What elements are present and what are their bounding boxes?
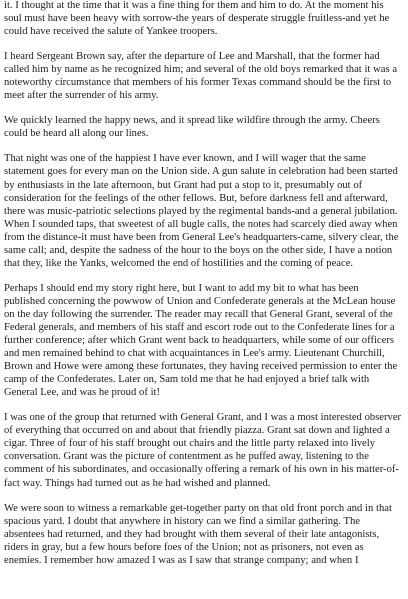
document-body (4, 0, 402, 567)
paragraph-2: I heard Sergeant Brown say, after the departure of Lee and Marshall, that the former had called him by name as he recognized him; and several of the old boys remarked that it was a noteworthy circumstance that members of his former Texas command should be the first to meet after the surrender of his army. (4, 51, 398, 102)
paragraph-4: That night was one of the happiest I have ever known, and I will wager that the same statement goes for every man on the Union side. A gun salute in celebration had been started by enthusiasts in the late afternoon, but Grant had put a stop to it, presumably out of consideration for the feelings of the other fellows. But, before darkness fell and afterward, there was music-patriotic selections played by the regimental bands-and a general jubilation. When I sounded taps, that sweetest of all bugle calls, the notes had scarcely died away when from the distance-it must have been from General Lee's headquarters-came, silvery clear, the same call; and, despite the sadness of the hour to the boys on the other side, I have a notion that they, like the Yanks, welcomed the end of hostilities and the coming of peace. (4, 153, 399, 269)
paragraph-6: I was one of the group that returned with General Grant, and I was a most interested observer of everything that occurred on and about that friendly piazza. Grant sat down and lighted a cigar. Three of four of his staff brought out chairs and the little party relaxed into lively conversation. Grant was the picture of contentment as he puffed away, listening to the comment of his subordinates, and occasionally offering a remark of his own in his matter-of-fact way. Things had turned out as he had wished and planned. (4, 412, 402, 489)
paragraph-7: We were soon to witness a remarkable get-together party on that old front porch and in that spacious yard. I doubt that anywhere in history can we find a similar gathering. The absentees had returned, and they had brought with them several of their late antagonists, riders in gray, but a few hours before foes of the Union; not as prisoners, not even as enemies. I remember how amazed I was as I saw that strange company; and when I (4, 502, 392, 566)
paragraph-1: it. I thought at the time that it was a fine thing for them and him to do. At the moment his soul must have been heavy with sorrow-the years of desperate struggle fruitless-and yet he could have received the salute of Yankee troopers. (4, 0, 390, 38)
paragraph-3: We quickly learned the happy news, and it spread like wildfire through the army. Cheers could be heard all along our lines. (4, 115, 380, 140)
paragraph-5: Perhaps I should end my story right here, but I want to add my bit to what has been published concerning the powwow of Union and Confederate generals at the McLean house on the day following the surrender. The reader may recall that General Grant, several of the Federal generals, and members of his staff and escort rode out to the Confederate lines for a further conference; after which Grant went back to headquarters, while some of our officers and men remained behind to chat with acquaintances in Lee's army. Lieutenant Churchill, Brown and Howe were among these fortunates, they having received permission to enter the camp of the Confederates. Later on, Sam told me that he had enjoyed a brief talk with General Lee, and was he proud of it! (4, 282, 398, 399)
